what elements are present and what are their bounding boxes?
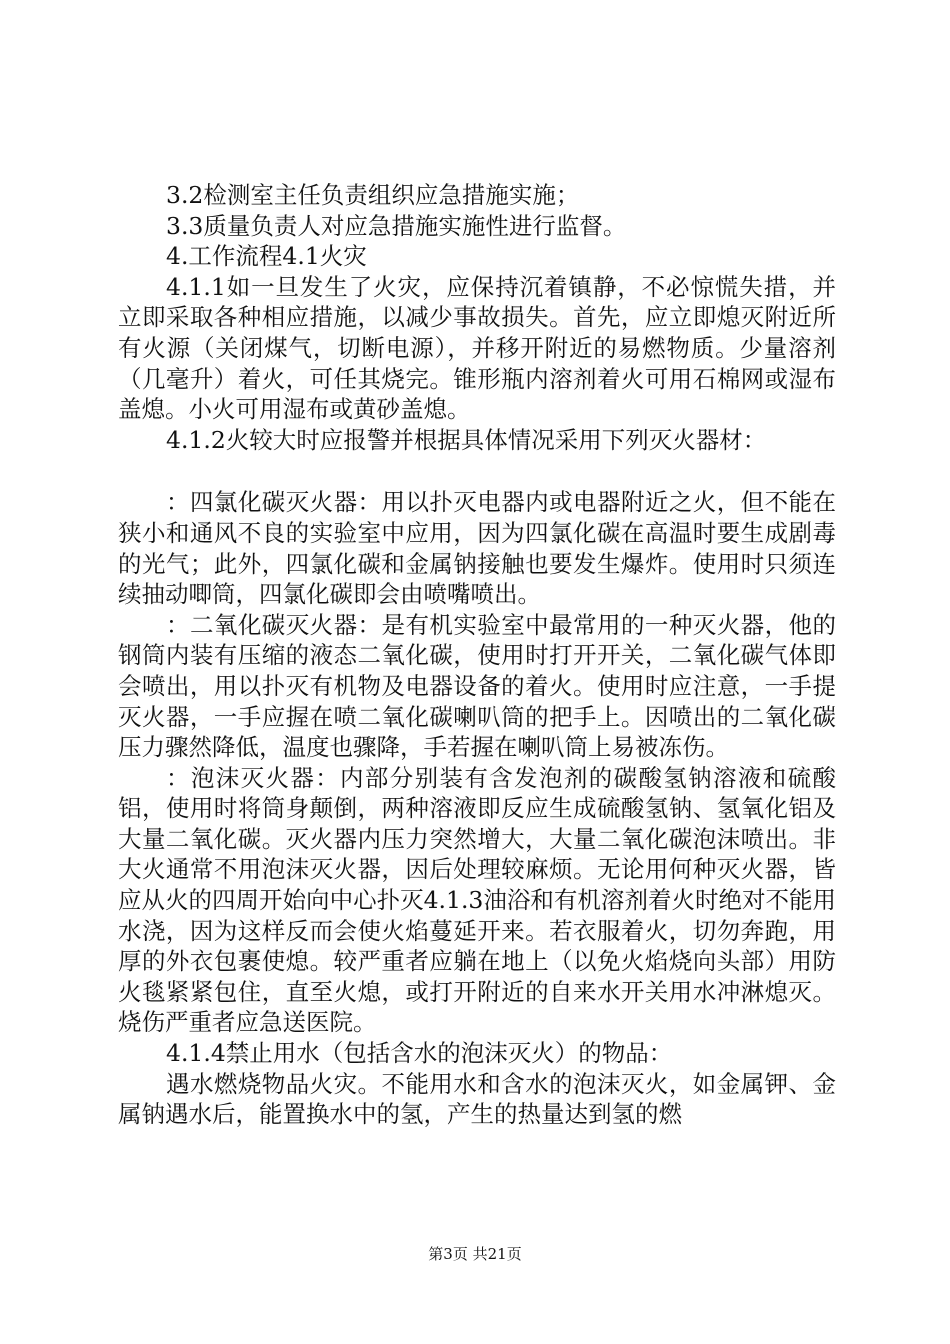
paragraph-4-heading: 4.工作流程4.1火灾: [166, 242, 367, 271]
paragraph-4-1-2: 4.1.2火较大时应报警并根据具体情况采用下列灭火器材：: [166, 425, 767, 454]
paragraph-3-2: 3.2检测室主任负责组织应急措施实施；: [166, 181, 580, 209]
paragraph-ccl4-extinguisher: ：四氯化碳灭火器：用以扑灭电器内或电器附近之火，但不能在狭小和通风不良的实验室中应用，因为四氯化碳在高温时要生成剧毒的光气；此外，四氯化碳和金属钠接触也要发生爆炸。使用时只须连续抽动唧筒，四氯化碳即会由喷嘴喷出。: [118, 488, 836, 609]
paragraph-3-3: 3.3质量负责人对应急措施实施性进行监督。: [166, 211, 627, 240]
paragraph-4-1-4: 4.1.4禁止用水（包括含水的泡沫灭火）的物品：: [166, 1039, 673, 1068]
paragraph-4-1-1: 4.1.1如一旦发生了火灾，应保持沉着镇静，不必惊慌失措，并立即采取各种相应措施，以减少事故损失。首先，应立即熄灭附近所有火源（关闭煤气，切断电源），并移开附近的易燃物质。少量溶剂（几毫升）着火，可任其烧完。锥形瓶内溶剂着火可用石棉网或湿布盖熄。小火可用湿布或黄砂盖熄。: [118, 272, 836, 424]
page-number-footer: 第3页 共21页: [428, 1245, 522, 1263]
paragraph-foam-extinguisher: ：泡沫灭火器：内部分别装有含发泡剂的碳酸氢钠溶液和硫酸铝，使用时将筒身颠倒，两种溶液即反应生成硫酸氢钠、氢氧化铝及大量二氧化碳。灭火器内压力突然增大，大量二氧化碳泡沫喷出。非大火通常不用泡沫灭火器，因后处理较麻烦。无论用何种灭火器，皆应从火的四周开始向中心扑灭4.1.3油浴和有机溶剂着火时绝对不能用水浇，因为这样反而会使火焰蔓延开来。若衣服着火，切勿奔跑，用厚的外衣包裹使熄。较严重者应躺在地上（以免火焰烧向头部）用防火毯紧紧包住，直至火熄，或打开附近的自来水开关用水冲淋熄灭。烧伤严重者应急送医院。: [118, 763, 836, 1037]
document-body: [118, 180, 836, 1130]
paragraph-co2-extinguisher: ：二氧化碳灭火器：是有机实验室中最常用的一种灭火器，他的钢筒内装有压缩的液态二氧化碳，使用时打开开关，二氧化碳气体即会喷出，用以扑灭有机物及电器设备的着火。使用时应注意，一手提灭火器，一手应握在喷二氧化碳喇叭筒的把手上。因喷出的二氧化碳压力骤然降低，温度也骤降，手若握在喇叭筒上易被冻伤。: [118, 610, 836, 762]
paragraph-water-reactive: 遇水燃烧物品火灾。不能用水和含水的泡沫灭火，如金属钾、金属钠遇水后，能置换水中的氢，产生的热量达到氢的燃: [118, 1069, 836, 1129]
paragraph-spacer: [118, 455, 836, 487]
